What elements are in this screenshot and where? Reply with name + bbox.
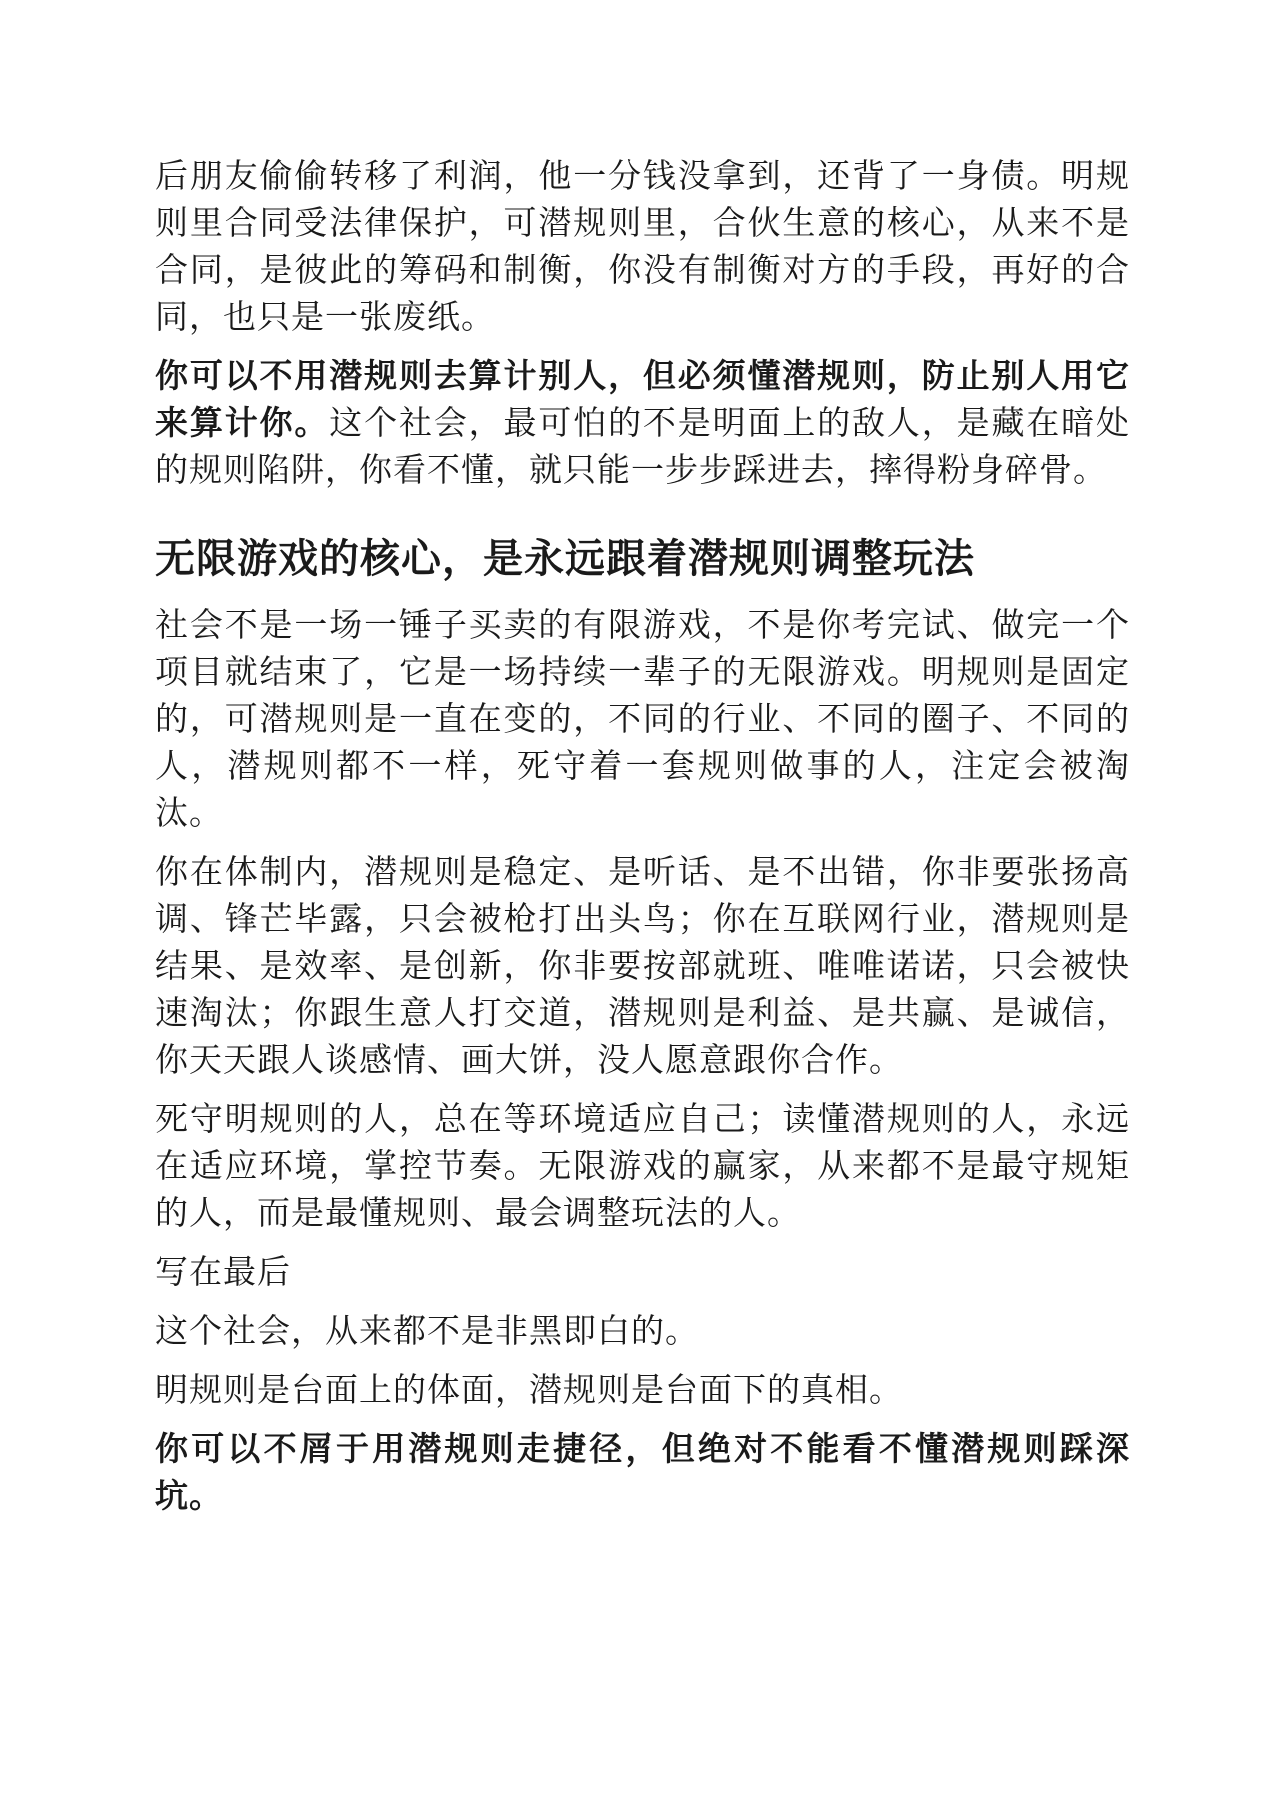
document-page [155, 152, 1130, 1531]
paragraph-industry-rules: 你在体制内，潜规则是稳定、是听话、是不出错，你非要张扬高调、锋芒毕露，只会被枪打出头鸟；你在互联网行业，潜规则是结果、是效率、是创新，你非要按部就班、唯唯诺诺，只会被快速淘汰；你跟生意人打交道，潜规则是利益、是共赢、是诚信，你天天跟人谈感情、画大饼，没人愿意跟你合作。 [155, 852, 1130, 1079]
paragraph-understand-rules [155, 352, 1130, 493]
paragraph-understand-rules-bold: 你可以不用潜规则去算计别人，但必须懂潜规则，防止别人用它来算计你。 [155, 356, 1130, 442]
paragraph-surface-truth: 明规则是台面上的体面，潜规则是台面下的真相。 [155, 1370, 903, 1409]
paragraph-infinite-game: 社会不是一场一锤子买卖的有限游戏，不是你考完试、做完一个项目就结束了，它是一场持续一辈子的无限游戏。明规则是固定的，可潜规则是一直在变的，不同的行业、不同的圈子、不同的人，潜规则都不一样，死守着一套规则做事的人，注定会被淘汰。 [155, 605, 1130, 832]
paragraph-closing-title: 写在最后 [155, 1252, 291, 1291]
paragraph-partnership-contract: 后朋友偷偷转移了利润，他一分钱没拿到，还背了一身债。明规则里合同受法律保护，可潜规则里，合伙生意的核心，从来不是合同，是彼此的筹码和制衡，你没有制衡对方的手段，再好的合同，也只是一张废纸。 [155, 156, 1130, 336]
section-heading: 无限游戏的核心，是永远跟着潜规则调整玩法 [155, 536, 975, 582]
paragraph-understand-rules-rest: 这个社会，最可怕的不是明面上的敌人，是藏在暗处的规则陷阱，你看不懂，就只能一步步踩进去，摔得粉身碎骨。 [155, 403, 1131, 489]
paragraph-not-black-white: 这个社会，从来都不是非黑即白的。 [155, 1311, 699, 1350]
paragraph-final-bold: 你可以不屑于用潜规则走捷径，但绝对不能看不懂潜规则踩深坑。 [155, 1429, 1130, 1515]
paragraph-adapt-environment: 死守明规则的人，总在等环境适应自己；读懂潜规则的人，永远在适应环境，掌控节奏。无限游戏的赢家，从来都不是最守规矩的人，而是最懂规则、最会调整玩法的人。 [155, 1099, 1130, 1232]
